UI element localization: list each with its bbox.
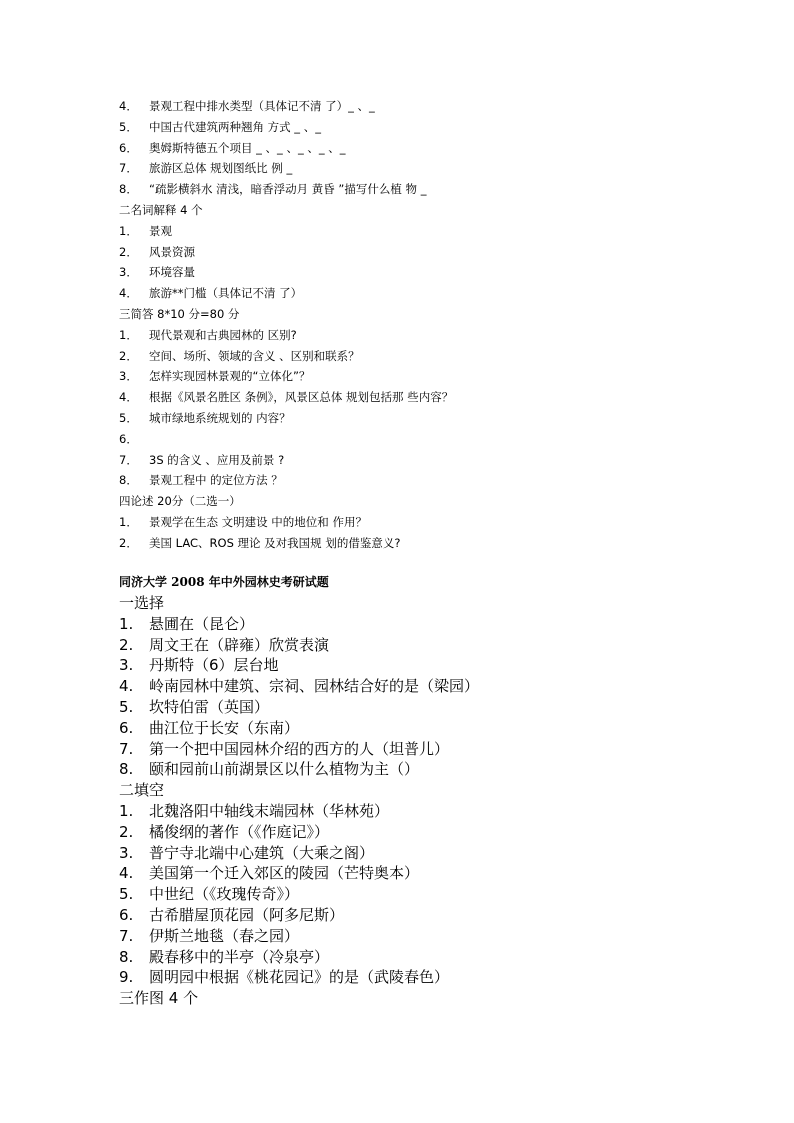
line-text: 旅游**门槛（具体记不清 了）	[149, 286, 303, 301]
question-number: 3．	[119, 369, 138, 384]
question-line	[119, 429, 759, 450]
question-number: 2.	[119, 635, 134, 654]
question-line	[119, 697, 759, 718]
line-text: 风景资源	[149, 244, 195, 259]
question-line	[119, 138, 759, 159]
question-number: 5．	[119, 119, 138, 134]
question-line	[119, 450, 759, 471]
question-line	[119, 408, 759, 429]
question-line	[119, 470, 759, 491]
question-line	[119, 179, 759, 200]
question-line	[119, 926, 759, 947]
exam-title: 同济大学 2008 年中外园林史考研试题	[119, 575, 329, 589]
line-text: 景观	[149, 223, 172, 238]
question-number: 5.	[119, 885, 134, 904]
question-line	[119, 635, 759, 656]
question-line	[119, 801, 759, 822]
line-text: 3S 的含义 、应用及前景 ?	[149, 452, 285, 467]
question-number: 8．	[119, 473, 138, 488]
question-number: 5．	[119, 410, 138, 425]
line-text: 美国第一个迁入郊区的陵园（芒特奥本）	[149, 864, 420, 883]
section-heading	[119, 780, 759, 801]
line-text: 北魏洛阳中轴线末端园林（华林苑）	[149, 801, 390, 820]
line-text: 颐和园前山前湖景区以什么植物为主（）	[149, 760, 420, 779]
question-line	[119, 822, 759, 843]
section-heading	[119, 200, 759, 221]
question-number: 7.	[119, 739, 134, 758]
line-text: 殿春移中的半亭（冷泉亭）	[149, 947, 330, 966]
question-number: 2．	[119, 535, 138, 550]
question-line	[119, 96, 759, 117]
question-line	[119, 947, 759, 968]
question-number: 1．	[119, 514, 138, 529]
question-number: 3.	[119, 843, 134, 862]
question-number: 5.	[119, 697, 134, 716]
line-text: 伊斯兰地毯（春之园）	[149, 926, 300, 945]
question-line	[119, 676, 759, 697]
line-text: 怎样实现园林景观的“立体化”？	[149, 369, 311, 384]
question-number: 1.	[119, 801, 134, 820]
line-text: 旅游区总体 规划图纸比 例 _	[149, 161, 293, 176]
section-heading	[119, 593, 759, 614]
line-text: 奥姆斯特德五个项目 _ 、_ 、_ 、_ 、_	[149, 140, 346, 155]
line-text: 一选择	[119, 594, 165, 612]
question-line	[119, 614, 759, 635]
line-text: 中世纪（《玫瑰传奇》）	[149, 885, 300, 904]
exam-section-1	[119, 96, 759, 554]
line-text: 二名词解释 4 个	[119, 202, 203, 217]
question-number: 2．	[119, 244, 138, 259]
line-text: 中国古代建筑两种翘角 方式 _ 、_	[149, 119, 321, 134]
question-line	[119, 158, 759, 179]
question-line	[119, 117, 759, 138]
question-line	[119, 512, 759, 533]
question-line	[119, 759, 759, 780]
question-line	[119, 346, 759, 367]
question-line	[119, 905, 759, 926]
question-number: 3．	[119, 265, 138, 280]
line-text: 丹斯特（6）层台地	[149, 656, 279, 675]
line-text: 曲江位于长安（东南）	[149, 718, 300, 737]
line-text: 环境容量	[149, 265, 195, 280]
question-number: 7．	[119, 452, 138, 467]
question-number: 6．	[119, 431, 138, 446]
question-line	[119, 325, 759, 346]
line-text: 橘俊纲的著作（《作庭记》）	[149, 822, 330, 841]
line-text: 圆明园中根据《桃花园记》的是（武陵春色）	[149, 968, 450, 987]
line-text: 坎特伯雷（英国）	[149, 697, 270, 716]
line-text: 普宁寺北端中心建筑（大乘之阁）	[149, 843, 375, 862]
question-line	[119, 718, 759, 739]
line-text: 景观学在生态 文明建设 中的地位和 作用？	[149, 514, 367, 529]
line-text: 景观工程中 的定位方法 ？	[149, 473, 283, 488]
line-text: 周文王在（辟雍）欣赏表演	[149, 635, 330, 654]
question-number: 4.	[119, 677, 134, 696]
line-text: 四论述 20分（二选一）	[119, 494, 241, 509]
line-text: 第一个把中国园林介绍的西方的人（坦普儿）	[149, 739, 450, 758]
question-line	[119, 863, 759, 884]
question-number: 2.	[119, 822, 134, 841]
question-line	[119, 843, 759, 864]
line-text: 三作图 4 个	[119, 989, 199, 1008]
question-number: 4．	[119, 390, 138, 405]
line-text: 岭南园林中建筑、宗祠、园林结合好的是（梁园）	[149, 677, 480, 696]
question-number: 2．	[119, 348, 138, 363]
exam-section-2	[119, 593, 759, 1009]
line-text: 二填空	[119, 781, 165, 800]
line-text: 景观工程中排水类型（具体记不清 了）_ 、_	[149, 99, 375, 113]
line-text: “疏影横斜水 清浅，暗香浮动月 黄昏 ”描写什么植 物 _	[149, 182, 427, 197]
line-text: 空间、场所、领域的含义 、区别和联系？	[149, 348, 360, 363]
question-number: 8．	[119, 182, 138, 197]
section-heading	[119, 304, 759, 325]
question-line	[119, 533, 759, 554]
line-text: 城市绿地系统规划的 内容？	[149, 410, 291, 425]
line-text: 根据《风景名胜区 条例》，风景区总体 规划包括那 些内容？	[149, 390, 454, 405]
question-number: 1.	[119, 614, 134, 633]
question-number: 6.	[119, 905, 134, 924]
section-heading	[119, 491, 759, 512]
line-text: 现代景观和古典园林的 区别?	[149, 327, 297, 342]
question-line	[119, 884, 759, 905]
line-text: 古希腊屋顶花园（阿多尼斯）	[149, 905, 345, 924]
question-number: 7.	[119, 926, 134, 945]
line-text: 悬圃在（昆仑）	[149, 614, 255, 633]
question-number: 1．	[119, 223, 138, 238]
question-line	[119, 366, 759, 387]
question-line	[119, 967, 759, 988]
question-line	[119, 262, 759, 283]
question-number: 1．	[119, 327, 138, 342]
question-number: 4．	[119, 99, 138, 113]
section-heading	[119, 988, 759, 1009]
line-text: 美国 LAC、ROS 理论 及对我国规 划的借鉴意义?	[149, 535, 401, 550]
question-line	[119, 655, 759, 676]
question-line	[119, 739, 759, 760]
question-number: 8.	[119, 947, 134, 966]
question-number: 4.	[119, 864, 134, 883]
question-line	[119, 221, 759, 242]
question-number: 6.	[119, 718, 134, 737]
question-number: 8.	[119, 760, 134, 779]
line-text: 三简答 8*10 分=80 分	[119, 306, 240, 321]
question-line	[119, 387, 759, 408]
question-number: 4．	[119, 286, 138, 301]
question-line	[119, 242, 759, 263]
question-number: 3.	[119, 656, 134, 675]
question-number: 6．	[119, 140, 138, 155]
question-number: 9.	[119, 968, 134, 987]
question-line	[119, 283, 759, 304]
question-number: 7．	[119, 161, 138, 176]
